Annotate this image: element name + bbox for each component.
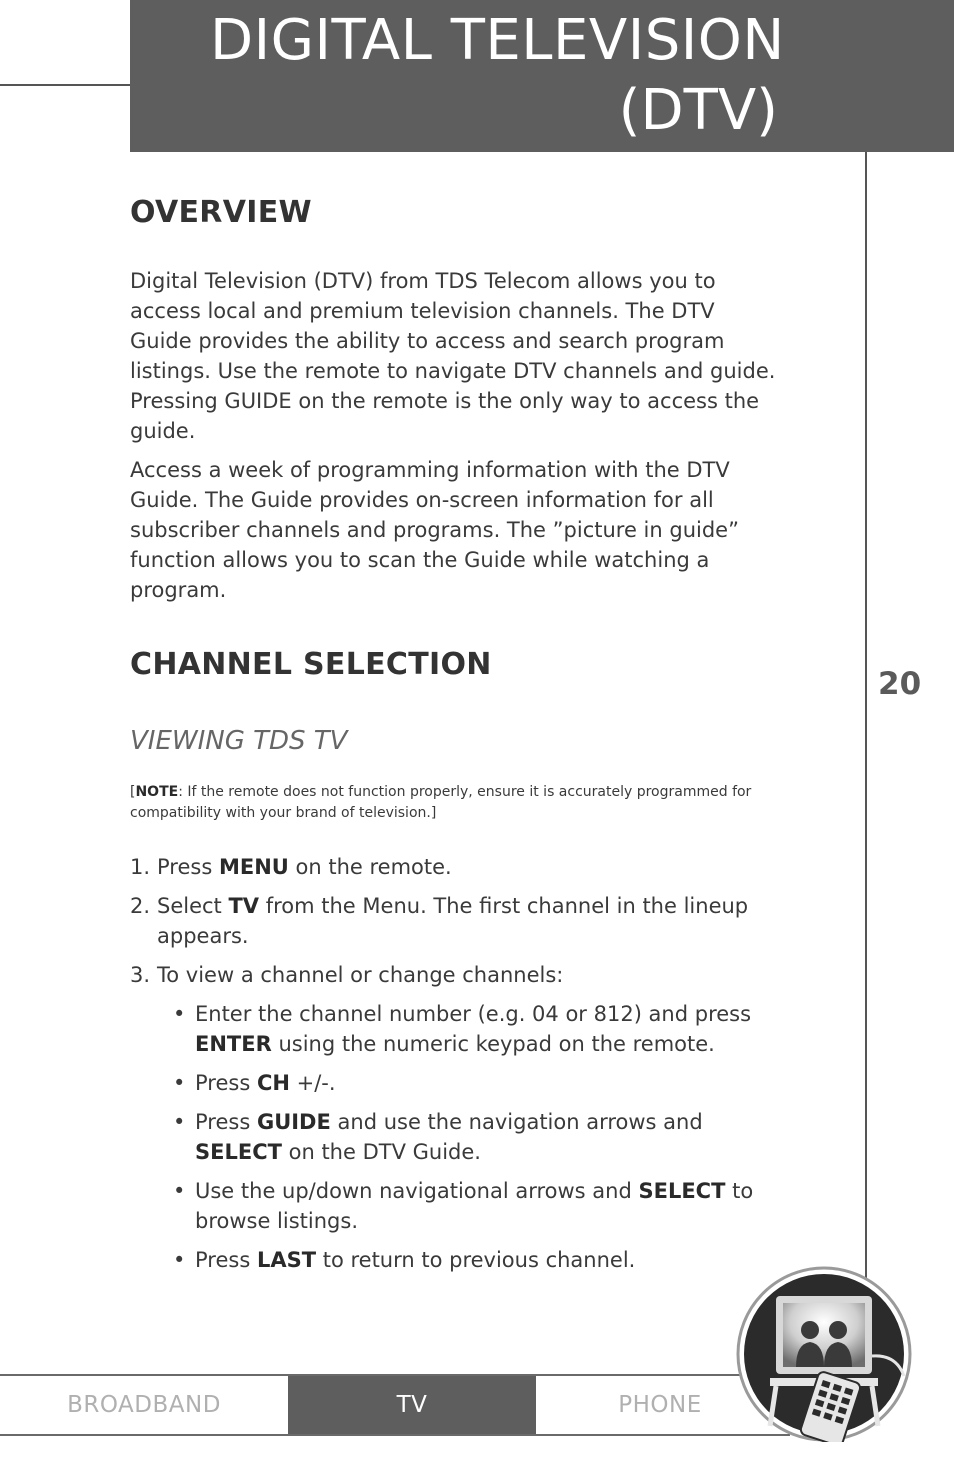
bullet-list — [130, 999, 780, 1275]
bullet-item: • Press CH +/-. — [173, 1071, 336, 1095]
key-label: LAST — [256, 1248, 317, 1272]
key-label: TV — [228, 894, 260, 918]
channel-selection-heading: CHANNEL SELECTION — [130, 647, 492, 682]
tv-remote-icon — [736, 1266, 912, 1442]
top-left-rule — [0, 84, 130, 86]
step-item: 1. Press MENU on the remote. — [130, 855, 452, 879]
key-label: MENU — [218, 855, 289, 879]
main-content — [130, 195, 780, 1284]
overview-heading: OVERVIEW — [130, 195, 312, 230]
page-title-line1: DIGITAL TELEVISION — [210, 8, 785, 73]
step-item: 2. Select TV from the Menu. The first channel in the lineup appears. — [130, 894, 749, 948]
tab-tv[interactable]: TV — [288, 1376, 536, 1434]
steps-list — [130, 852, 780, 990]
bullet-item: • Enter the channel number (e.g. 04 or 812) and press ENTER using the numeric keypad on the remote. — [173, 1002, 752, 1056]
section-tab-bar — [0, 1374, 790, 1436]
side-rule — [865, 152, 867, 1376]
tab-phone[interactable]: PHONE — [618, 1392, 702, 1418]
bullet-item: • Press GUIDE and use the navigation arrows and SELECT on the DTV Guide. — [173, 1110, 703, 1164]
key-label: CH — [256, 1071, 290, 1095]
key-label: GUIDE — [256, 1110, 331, 1134]
tab-bar-bottom-rule — [0, 1434, 790, 1436]
overview-paragraph-1: Digital Television (DTV) from TDS Telecom allows you to access local and premium television channels. The DTV Guide provides the ability to access and search program listings. Use the remote to navigate DTV channels and guide. Pressing GUIDE on the remote is the only way to access the guide. — [130, 269, 776, 443]
tab-broadband[interactable]: BROADBAND — [67, 1392, 221, 1418]
page-title-line2: (DTV) — [618, 78, 778, 143]
header-band — [130, 0, 954, 152]
note-text: [NOTE: If the remote does not function properly, ensure it is accurately programmed for compatibility with your brand of television.] — [130, 784, 752, 821]
viewing-subheading: VIEWING TDS TV — [130, 726, 348, 756]
note-label: NOTE — [135, 784, 179, 800]
key-label: SELECT — [638, 1179, 726, 1203]
step-item: 3. To view a channel or change channels: — [130, 963, 564, 987]
key-label: ENTER — [195, 1032, 272, 1056]
page-number: 20 — [878, 666, 922, 702]
bullet-item: • Press LAST to return to previous channel. — [173, 1248, 636, 1272]
bullet-item: • Use the up/down navigational arrows and SELECT to browse listings. — [173, 1179, 754, 1233]
key-label: SELECT — [195, 1140, 282, 1164]
overview-paragraph-2: Access a week of programming information with the DTV Guide. The Guide provides on-screen information for all subscriber channels and programs. The ”picture in guide” function allows you to scan the Guide while watching a program. — [130, 458, 739, 602]
